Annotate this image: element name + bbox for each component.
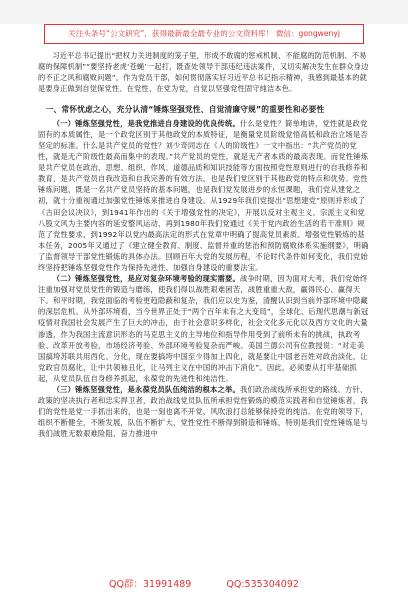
footer-qq-group[interactable]: QQ群：31991489 bbox=[109, 579, 192, 590]
intro-paragraph: 习近平总书记提出“把权力关进制度的笼子里，形成不敢腐的惩戒机制、不能腐的防范机制、不易腐的保障机制”“要坚持老虎‘苍蝇’一起打，既查处领导干部违纪违法案件，又切实解决发生在群众身边的不正之风和腐败问题”，作为党员干部，如何贯彻落实好习近平总书记指示精神，我感到最基本的就是要身正做到自觉保党性、在党性、在党为党，自觉以坚强党性固守纯洁本色。 bbox=[38, 51, 369, 94]
article-body bbox=[38, 50, 370, 440]
section-heading bbox=[38, 104, 370, 115]
promo-banner[interactable]: 关注头条号“公文研究”，获得最新最全最专业的公文资料库！ 微信：gongwenyj bbox=[44, 24, 364, 44]
subsection-2-title: （二）锤炼坚强党性，是应对复杂环境考验的现实需要。 bbox=[52, 274, 241, 284]
document-page bbox=[0, 24, 408, 604]
subsection-2-body: 战争时期，因为面对大考，我们党始终注重加强对党员党性的锻造与磨练，使我们得以战胜艰难困苦，战胜重重大敌，赢得民心、赢得天下。和平时期，我党面临的考验更趋隐蔽和复杂，我们应以史为鉴，清醒认识到当前外部环境中隐藏的深层危机。从外部环境看，当今世界正处于“两个百年未有之大变局”，全球化、后现代思潮与新冠疫情对我国社会发展产生了巨大的冲击，由于社会意识多样化，社会文化多元化以及西方文化的大量渗透，作为我国主流意识形态的马克思主义的主导地位和指导作用受到了前所未有的挑战，执政考验、改革开放考验、市场经济考验、外部环境考验复杂而严峻。美国兰德公司有位教授说：“对走美国搞垮苏联共用西化、分化，现在要搞垮中国至少得加上四化，就是要让中国老百姓对政治淡化，让党政官员腐化，让中共领袖丑化，让马列主义在中国的冲击下消化”。因此，必须要从打牢基础抓起，从党员队伍自身修养抓起，永葆党的先进性和纯洁性。 bbox=[38, 274, 369, 383]
subsection-2 bbox=[38, 273, 370, 384]
spacer bbox=[38, 94, 370, 100]
subsection-3-title: （三）锤炼坚强党性，是永葆党员队伍纯洁的根本之举。 bbox=[52, 385, 241, 395]
subsection-1-title: （一）锤炼坚强党性，是我党推进自身建设的优良传统。 bbox=[52, 118, 241, 128]
footer-contact bbox=[0, 576, 408, 590]
footer-qq[interactable]: QQ:535304092 bbox=[226, 579, 299, 590]
section-heading-text: 一、常怀忧虑之心，充分认清“锤炼坚强党性、自觉清廉守规”的重要性和必要性 bbox=[45, 105, 325, 115]
subsection-1-body: 什么是党性？简单地讲，党性就是政党固有的本质属性，是一个政党区别于其他政党的本质特征，是衡量党员阶级觉悟高低和政治立场是否坚定的标准。什么是共产党员的党性？刘少奇同志在《人的阶级性》一文中指出：“共产党员的党性，就是无产阶级性最高而集中的表现。”共产党员的党性，就是无产者本质的最高表现。而党性锤炼是共产党员在政治、思想、组织、作风、道德品质和知识技能等方面按照党性原则进行的自我修养和教育，是共产党员自我改造和自我完善的有效方法，也是我们党区别于其他政党的特点和优势。党性锤炼问题，既是一名共产党员坚持的基本问题，也是我们党发展进步的永恒课题，我们党从建党之初，就十分重视通过加强党性锤炼来推进自身建设。从1929年我们党提出“思想建党”原则并形成了《古田会议决议》，到1941年作出的《关于增强党性的决定》，开展以反对主观主义、宗派主义和党八股文风为主要内容的延安整风运动，再到1980年我们党通过《关于党内政治生活的若干准则》规范了党性要求，到1992年以党内最高法定的形式在党章中明确了提高党员素质、增强党性锻炼的基本任务，2005年又通过了《建立健全教育、制度、监督并重的惩治和预防腐败体系实施纲要》，明确了监督领导干部党性锻炼的具体办法。回顾百年大党的发展历程，不论时代条件如何变化，我们党始终坚持把锤炼坚强党性作为保持先进性、加强自身建设的重要法宝。 bbox=[38, 118, 369, 272]
subsection-1 bbox=[38, 118, 370, 273]
subsection-3 bbox=[38, 384, 370, 439]
subsection-3-body: 我们政治战线所承担党的路线、方针、政策的坚决执行者和忠实捍卫者，政治战线党员队伍所承担党性锻炼的模范实践者和自觉锤炼者，我们的党性是党一手抓出来的，也是一刻也离不开党，风吹浪打总能够保持党的纯洁。在党的领导下，组织不断健全，不断发展，队伍不断扩大，党性党性不断得到锻造和锤炼，特别是我们党性锤炼是与我们战胜无数艰难险阻、奋力推进中 bbox=[38, 385, 368, 439]
